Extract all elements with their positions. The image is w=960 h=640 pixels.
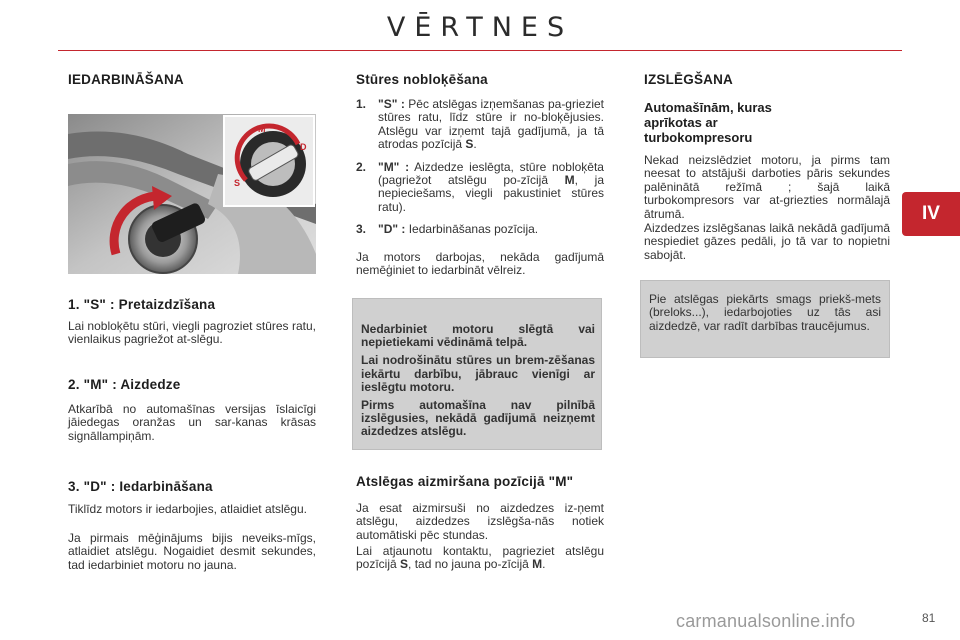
page-title: VĒRTNES xyxy=(386,12,574,43)
key-forgotten-text-2: Lai atjaunotu kontaktu, pagrieziet atslēgu pozīcijā S, tad no jauna po-zīcijā M. xyxy=(356,544,604,572)
turbo-text-2: Aizdedzes izslēgšanas laikā nekādā gadījumā nespiediet gāzes pedāli, jo tā var to nopietni sabojāt. xyxy=(644,221,890,262)
ignition-key-illustration xyxy=(68,114,316,274)
step-text: , ja nepieciešams, viegli pakustiniet stūres ratu). xyxy=(378,173,604,214)
step-key: "S" : xyxy=(378,97,405,111)
lock-label-s: S xyxy=(234,178,241,188)
warning-text-2: Lai nodrošinātu stūres un brem-zēšanas iekārtu darbību, jābrauc vienīgi ar ieslēgtu motoru. xyxy=(361,353,595,394)
section-title-key-forgotten: Atslēgas aizmiršana pozīcijā "M" xyxy=(356,474,574,489)
engine-running-note: Ja motors darbojas, nekāda gadījumā nemēģiniet to iedarbināt vēlreiz. xyxy=(356,250,604,278)
watermark: carmanualsonline.info xyxy=(676,611,856,631)
section-heading-stop: IZSLĒGŠANA xyxy=(644,72,734,87)
section-text-d-1: Tiklīdz motors ir iedarbojies, atlaidiet atslēgu. xyxy=(68,502,307,516)
section-text-s: Lai nobloķētu stūri, viegli pagroziet stūres ratu, vienlaikus pagriežot at-slēgu. xyxy=(68,319,316,347)
list-item xyxy=(356,161,604,215)
step-key: "D" : xyxy=(378,222,406,237)
title-rule xyxy=(58,50,902,51)
warning-box xyxy=(352,298,602,450)
warning-text-1: Nedarbiniet motoru slēgtā vai nepietiekami vēdināmā telpā. xyxy=(361,322,595,350)
step-bold: M xyxy=(564,173,575,188)
list-item xyxy=(356,98,604,152)
step-end: . xyxy=(473,137,477,152)
step-text: Pēc atslēgas izņemšanas pa-grieziet stūres ratu, līdz stūre ir no-bloķējusies. Atslēgu var izņemt tajā gadījumā, ja tā atrodas pozīcijā xyxy=(378,97,604,152)
section-text-d-2: Ja pirmais mēģinājums bijis neveiks-mīgs, atlaidiet atslēgu. Nogaidiet desmit sekundes, tad iedarbiniet motoru no jauna. xyxy=(68,531,316,572)
lock-label-m: M xyxy=(258,124,266,134)
section-heading-steering-lock: Stūres nobloķēšana xyxy=(356,72,488,87)
key-forgotten-text-1: Ja esat aizmirsuši no aizdedzes iz-ņemt atslēgu, aizdedzes izslēgša-nās notiek automātiski pēc stundas. xyxy=(356,501,604,542)
step-text: Aizdedze ieslēgta, stūre nobloķēta (pagriežot atslēgu po-zīcijā xyxy=(378,159,604,188)
section-text-m: Atkarībā no automašīnas versijas īslaicīgi jāiedegas oranžas un sar-kanas krāsas signāllampiņām. xyxy=(68,402,316,443)
step-number: 2. xyxy=(356,159,367,174)
step-number: 1. xyxy=(356,97,367,111)
section-title-d: 3. "D" : Iedarbināšana xyxy=(68,479,213,494)
step-key: "M" : xyxy=(378,159,410,174)
chapter-tab[interactable]: IV xyxy=(902,192,960,236)
steering-lock-steps xyxy=(356,98,604,246)
section-heading-start: IEDARBINĀŠANA xyxy=(68,72,184,87)
list-item xyxy=(356,223,604,236)
section-subtitle-turbo: Automašīnām, kuras aprīkotas ar turbokompresoru xyxy=(644,100,772,145)
lock-label-d: D xyxy=(300,142,307,152)
keyring-note-text: Pie atslēgas piekārts smags priekš-mets (breloks...), iedarbojoties uz tās asi aizdedzē, var radīt darbības traucējumus. xyxy=(649,292,881,333)
step-number: 3. xyxy=(356,222,367,237)
step-bold: S xyxy=(465,137,474,152)
page-number: 81 xyxy=(922,611,936,625)
turbo-text-1: Nekad neizslēdziet motoru, ja pirms tam neesat to atstājuši darboties pāris sekundes palēninātā režīmā ; šajā laikā turbokompresors var at-griezties normālajā ātrumā. xyxy=(644,153,890,221)
ignition-switch-svg xyxy=(68,114,316,274)
warning-text-3: Pirms automašīna nav pilnībā izslēgusies, nekādā gadījumā neizņemt aizdedzes atslēgu. xyxy=(361,398,595,439)
keyring-note-box xyxy=(640,280,890,358)
step-text: Iedarbināšanas pozīcija. xyxy=(405,222,539,237)
section-title-s: 1. "S" : Pretaizdzīšana xyxy=(68,297,216,312)
section-title-m: 2. "M" : Aizdedze xyxy=(68,377,181,392)
